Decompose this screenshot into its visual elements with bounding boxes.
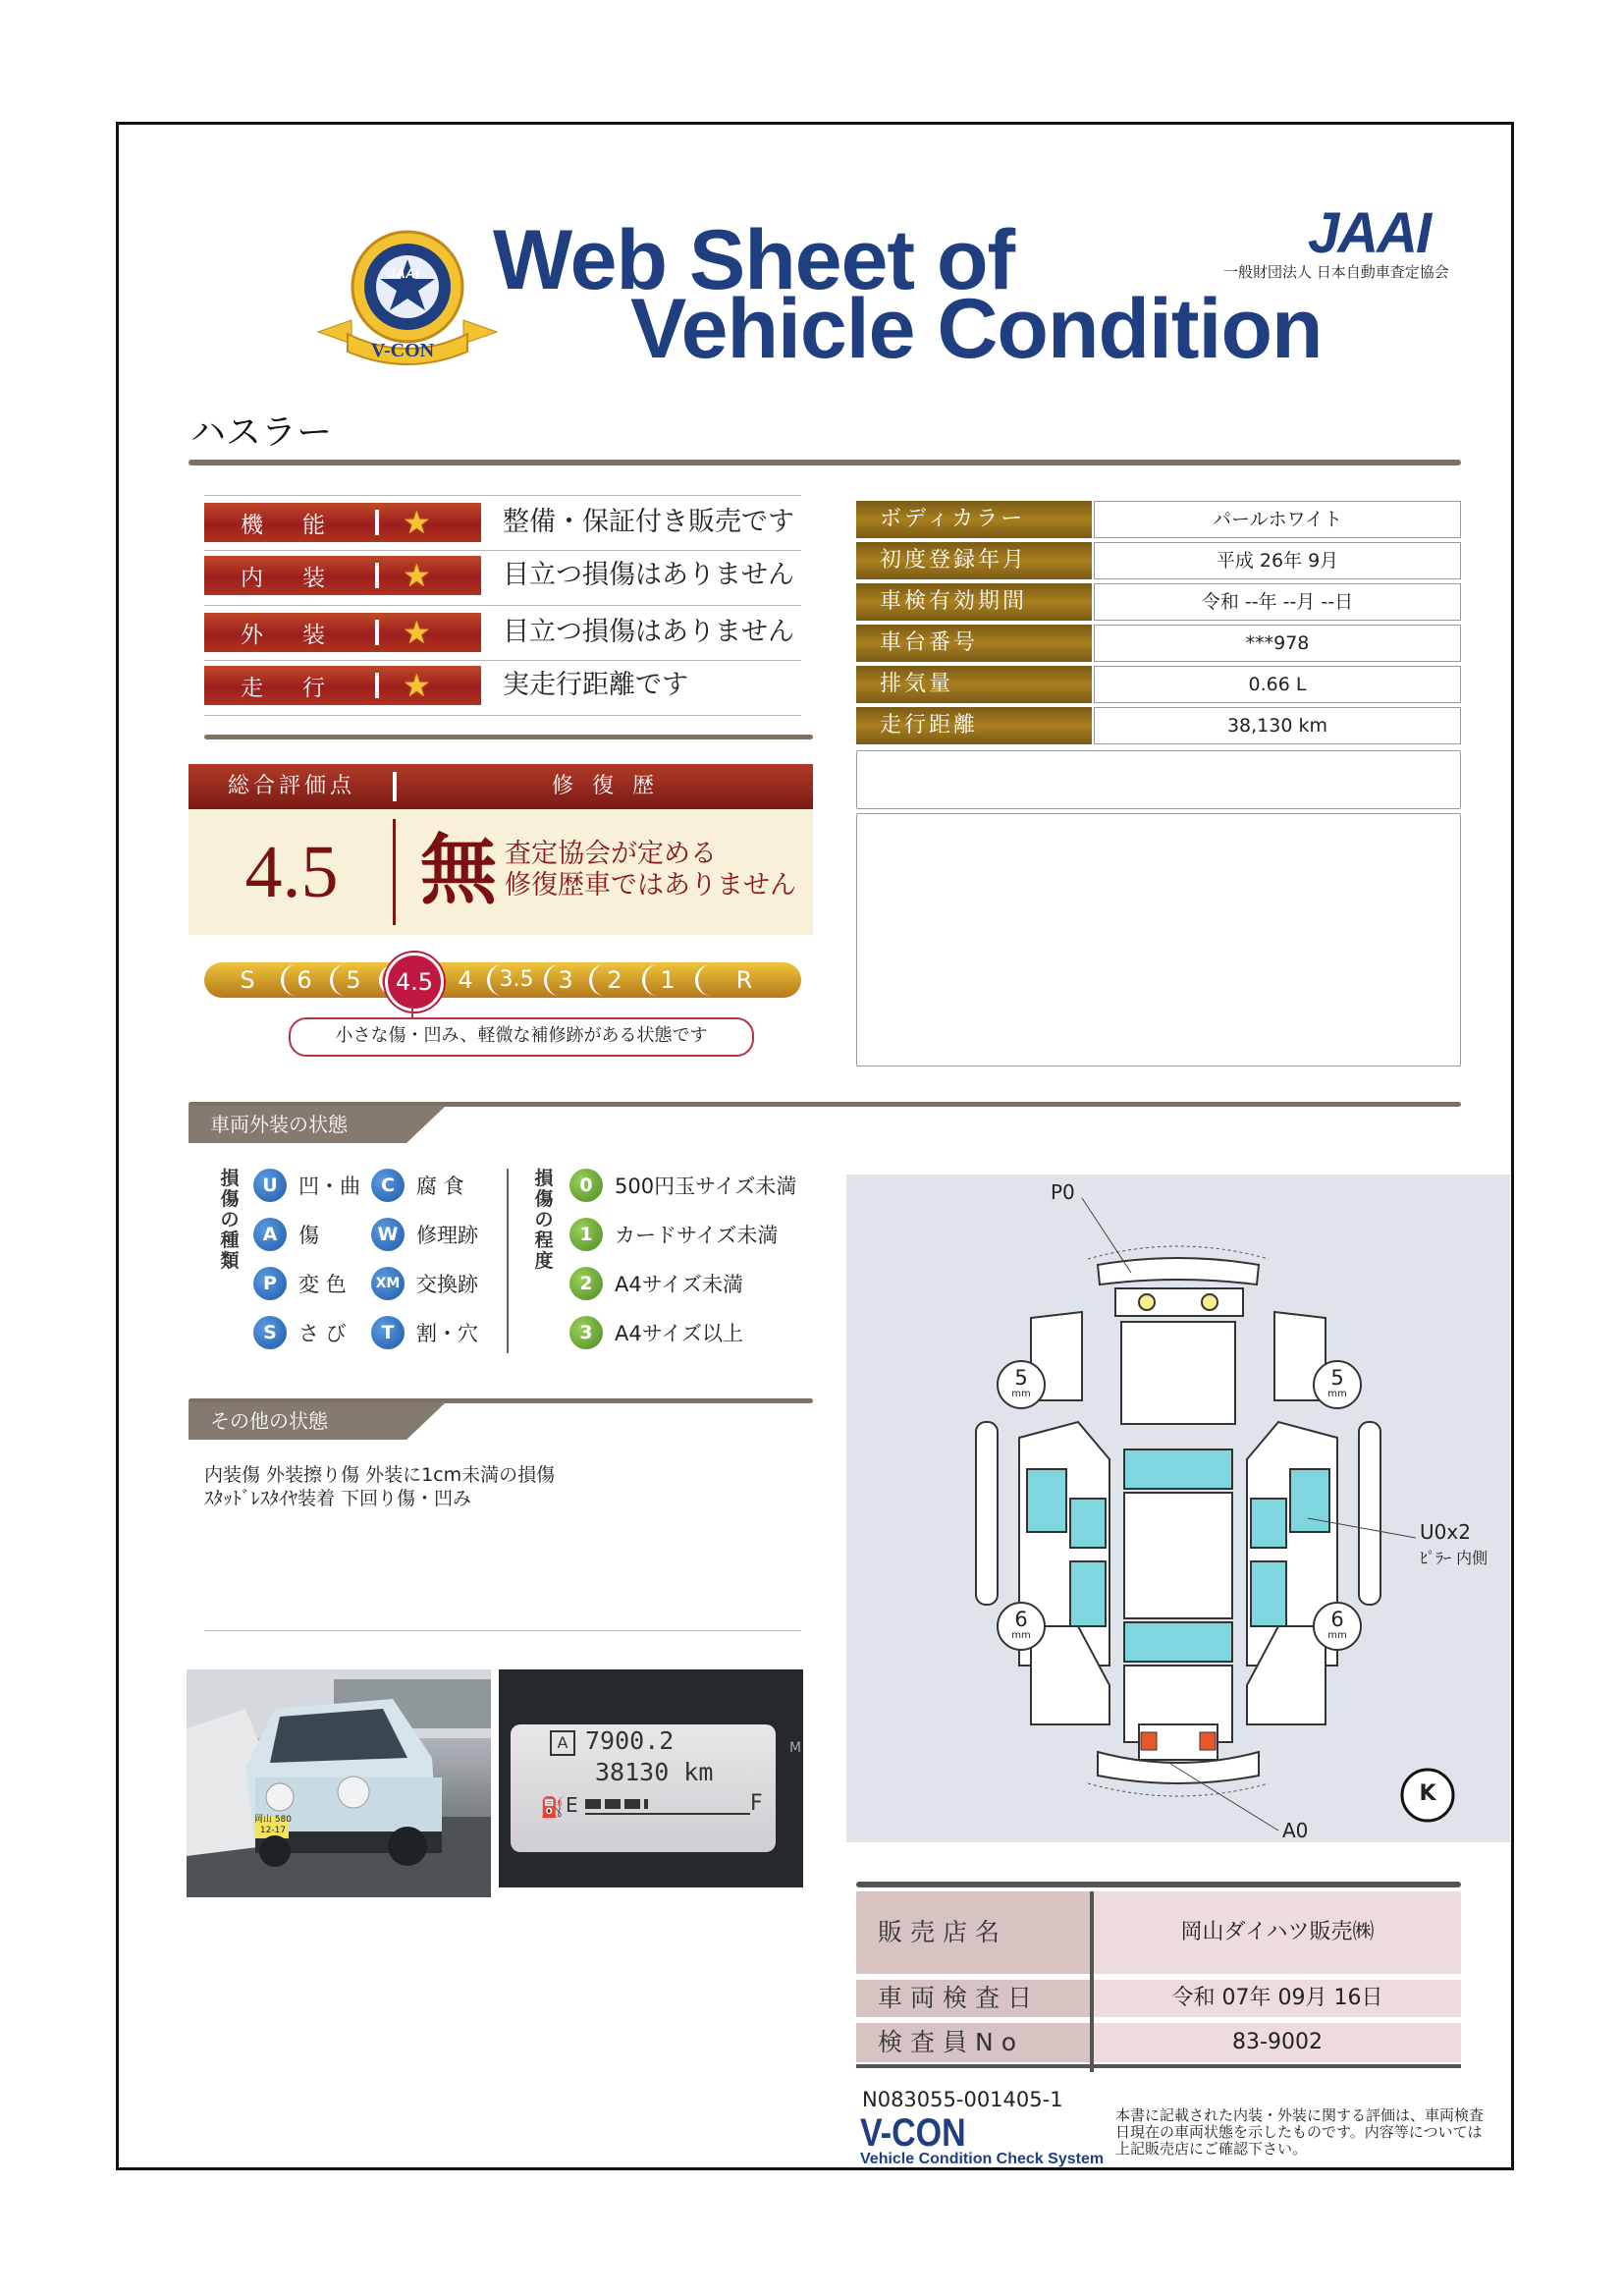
spec-label: 排気量 [856,666,1092,703]
rating-row-mileage [204,660,815,711]
license-plate: 岡山 580 12-17 [253,1815,293,1835]
other-line-2: ｽﾀｯﾄﾞﾚｽﾀｲﾔ装着 下回り傷・凹み [204,1488,472,1509]
spec-label: 車検有効期間 [856,583,1092,621]
rating-label-text: 外装 [241,622,364,648]
rating-top-line [204,495,801,496]
spec-row-chassis-number [856,625,1461,662]
spec-comment-box [856,813,1461,1066]
tire-unit: mm [1011,1630,1031,1641]
separator [393,819,396,925]
header-divider [189,460,1461,465]
grade-item: 6 [297,966,312,994]
history-label: 修 復 歴 [552,774,660,798]
trip-meter: 7900.2 [585,1726,675,1755]
car-photo [187,1669,491,1897]
damage-type-icon: S [253,1316,287,1349]
other-bottom-line [204,1630,801,1631]
history-text-2: 修復歴車ではありません [505,870,796,901]
spec-label: 初度登録年月 [856,542,1092,579]
degree-item-3 [569,1316,743,1349]
k-badge: K [1419,1781,1436,1806]
rating-label [204,556,481,595]
sheet-id: N083055-001405-1 [862,2088,1063,2111]
grade-item: R [735,966,753,994]
legend-label: 腐 食 [416,1175,464,1198]
other-line-1: 内装傷 外装擦り傷 外装に1cm未満の損傷 [204,1464,556,1486]
fuel-gauge [585,1799,648,1809]
separator [375,620,379,645]
vehicle-outline-svg [846,1175,1510,1842]
damage-type-icon: W [371,1218,405,1251]
odometer-total: 38130 km [595,1758,714,1786]
damage-type-icon: P [253,1267,287,1300]
separator [393,772,397,801]
degree-icon: 1 [569,1218,603,1251]
spec-row-first-registration [856,542,1461,579]
star-icon: ★ [403,614,431,651]
seller-bottom-rule [856,2064,1461,2068]
front-damage-label: P0 [1051,1180,1075,1204]
rating-text: 目立つ損傷はありません [503,617,794,647]
degree-item-0 [569,1169,796,1202]
badge-ribbon-text: V-CON [371,340,435,361]
tire-unit: mm [1011,1389,1031,1399]
spec-row-displacement [856,666,1461,703]
rating-line [204,715,801,716]
vehicle-diagram [846,1175,1510,1842]
rating-label-text: 機能 [241,512,364,538]
legend-label: 修理跡 [416,1224,478,1247]
exterior-section-tab: 車両外装の状態 [189,1106,406,1143]
spec-row-inspection-expiry [856,583,1461,621]
tire-unit: mm [1327,1630,1347,1641]
inspector-value: 83-9002 [1094,2023,1461,2062]
title-line-2: Vehicle Condition [630,282,1323,376]
legend-label: さ び [298,1322,347,1345]
legend-label: A4サイズ以上 [615,1322,744,1345]
disclaimer: 本書に記載された内装・外装に関する評価は、車両検査日現在の車両状態を示したものです。内容等については上記販売店にご確認下さい。 [1115,2106,1485,2158]
grade-item: 2 [607,966,622,994]
rating-row-function [204,497,815,548]
damage-type-icon: A [253,1218,287,1251]
legend-item-t [371,1316,478,1349]
odometer-photo [499,1669,803,1887]
spec-note-box [856,750,1461,809]
inspection-date-value: 令和 07年 09月 16日 [1094,1980,1461,2017]
spec-label: ボディカラー [856,501,1092,538]
legend-label: A4サイズ未満 [615,1273,744,1296]
degree-item-2 [569,1267,743,1300]
rating-row-exterior [204,607,815,658]
fuel-pump-icon: ⛽ [540,1795,565,1819]
rating-text: 整備・保証付き販売です [503,507,794,537]
degree-icon: 0 [569,1169,603,1202]
legend-label: 割・穴 [416,1322,478,1345]
star-icon: ★ [403,667,431,704]
grade-item: 3 [558,966,573,994]
legend-label: 凹・曲 [298,1175,360,1198]
tire-tread-front-left: 5 [1014,1366,1028,1390]
grade-scale [204,962,801,998]
legend-label: 傷 [298,1224,319,1247]
legend-label: 500円玉サイズ未満 [615,1175,797,1198]
edge-mark: M [789,1740,802,1756]
grade-separator [695,964,714,996]
history-mark: 無 [420,826,498,915]
separator [375,563,379,588]
spec-value: 0.66 L [1094,666,1461,703]
rating-line [204,605,801,606]
grade-item: 5 [346,966,361,994]
fuel-full-label: F [750,1791,763,1816]
other-section-tab: その他の状態 [189,1402,406,1440]
star-icon: ★ [403,557,431,594]
spec-value: パールホワイト [1094,501,1461,538]
rating-row-interior [204,550,815,601]
car-name: ハスラー [190,412,333,453]
shop-label: 販売店名 [856,1891,1090,1974]
spec-value: ***978 [1094,625,1461,662]
spec-value: 令和 --年 --月 --日 [1094,583,1461,621]
seller-info [856,1882,1461,2068]
grade-note: 小さな傷・凹み、軽微な補修跡がある状態です [289,1017,754,1057]
damage-type-icon: C [371,1169,405,1202]
degree-icon: 2 [569,1267,603,1300]
damage-type-icon: XM [371,1267,405,1300]
rating-label-text: 走行 [241,675,364,701]
inspection-date-label: 車両検査日 [856,1980,1090,2017]
legend-item-p [253,1267,347,1300]
spec-label: 走行距離 [856,707,1092,744]
fuel-gauge-base [585,1813,750,1815]
degree-icon: 3 [569,1316,603,1349]
jaai-logo: JAAI [1308,201,1431,265]
tire-tread-rear-left: 6 [1014,1608,1028,1631]
legend-label: カードサイズ未満 [615,1224,779,1247]
damage-types-title: 損傷の種類 [220,1168,240,1272]
legend-label: 交換跡 [416,1273,478,1296]
title-line-1: Web Sheet of [493,213,1015,307]
spec-value: 平成 26年 9月 [1094,542,1461,579]
separator [375,673,379,698]
other-conditions [204,1463,555,1510]
rating-text: 実走行距離です [503,670,688,700]
spec-value: 38,130 km [1094,707,1461,744]
star-icon: ★ [403,504,431,541]
legend-item-s [253,1316,347,1349]
badge-top-text: JAAI [388,265,419,281]
grade-item: S [240,966,255,994]
tire-unit: mm [1327,1389,1347,1399]
tire-tread-front-right: 5 [1330,1366,1344,1390]
inspector-label: 検査員No [856,2023,1090,2062]
spec-row-color [856,501,1461,538]
score-body [189,809,813,935]
legend-item-xm [371,1267,478,1300]
score-header [189,764,813,809]
separator [375,510,379,535]
fuel-empty-label: E [566,1793,578,1817]
current-grade-marker: 4.5 [385,953,444,1011]
shop-value: 岡山ダイハツ販売㈱ [1094,1891,1461,1974]
legend-item-w [371,1218,478,1251]
pillar-damage-location: ﾋﾟﾗｰ 内側 [1420,1549,1488,1567]
score-label: 総合評価点 [227,774,355,798]
seller-top-rule [856,1882,1461,1887]
vcon-subtitle: Vehicle Condition Check System [860,2151,1105,2167]
rear-damage-label: A0 [1282,1819,1309,1842]
rating-text: 目立つ損傷はありません [503,560,794,590]
rating-label-text: 内装 [241,565,364,591]
org-name: 一般財団法人 日本自動車査定協会 [1223,263,1449,281]
rating-divider [204,735,813,739]
legend-label: 変 色 [298,1273,347,1296]
overall-score: 4.5 [244,831,339,913]
legend-item-a [253,1218,319,1251]
degree-item-1 [569,1218,778,1251]
rating-label [204,666,481,705]
damage-degree-title: 損傷の程度 [534,1168,554,1272]
tire-tread-rear-right: 6 [1330,1608,1344,1631]
grade-item: 4 [458,966,473,994]
spec-row-mileage [856,707,1461,744]
legend-divider [507,1169,509,1353]
vcon-logo: V-CON [860,2111,966,2155]
pillar-damage-label: U0x2 [1420,1520,1471,1544]
spec-label: 車台番号 [856,625,1092,662]
car-photo-drawing [187,1669,491,1897]
trip-indicator: A [550,1730,575,1756]
legend-item-c [371,1169,464,1202]
damage-type-icon: T [371,1316,405,1349]
rating-label [204,503,481,542]
legend-item-u [253,1169,360,1202]
grade-item: 3.5 [499,967,534,992]
history-text-1: 査定協会が定める [505,839,717,869]
rating-label [204,613,481,652]
grade-item: 1 [660,966,676,994]
damage-type-icon: U [253,1169,287,1202]
